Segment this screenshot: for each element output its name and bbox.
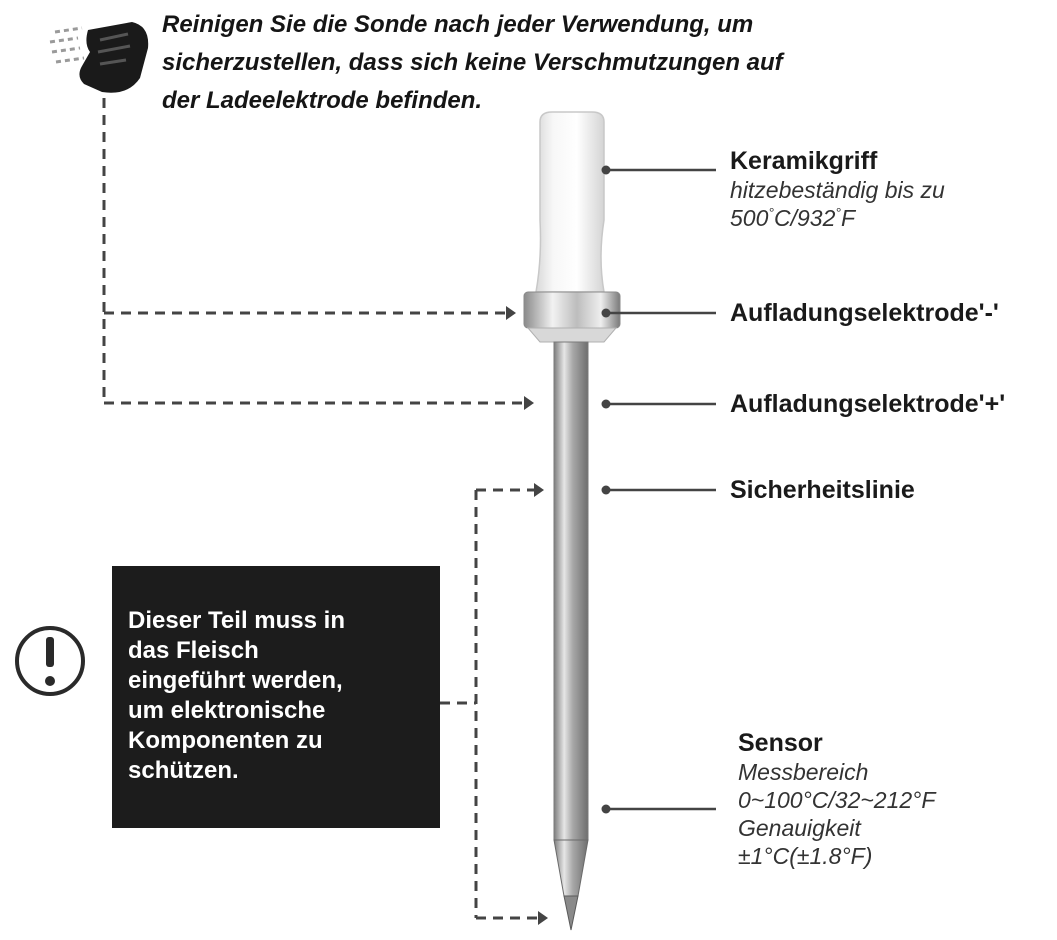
ceramic-handle: [536, 112, 604, 292]
warning-line-5: Komponenten zu: [128, 727, 323, 754]
warning-text: [128, 606, 428, 786]
label-handle: [730, 146, 945, 232]
label-handle-temp: [730, 204, 945, 232]
label-handle-title: Keramikgriff: [730, 147, 878, 175]
warning-box: [112, 566, 440, 828]
unit-f: F: [840, 205, 856, 231]
degree-symbol-f: °: [835, 204, 841, 221]
temp-celsius: 500: [730, 205, 769, 231]
hand-wiping-icon: [50, 22, 148, 93]
warning-line-2: das Fleisch: [128, 637, 259, 664]
label-sensor-title: Sensor: [738, 729, 823, 757]
warning-line-4: um elektronische: [128, 697, 326, 724]
label-safety-line: Sicherheitslinie: [730, 476, 915, 504]
probe-tip: [554, 840, 588, 896]
label-handle-desc: hitzebeständig bis zu: [730, 177, 945, 203]
arrowheads: [506, 306, 548, 925]
instruction-line-2: sicherzustellen, dass sich keine Verschmutzungen auf: [162, 49, 783, 76]
warning-line-1: Dieser Teil muss in: [128, 607, 345, 634]
probe-shaft: [554, 342, 588, 840]
exclamation-circle-icon: [17, 628, 83, 694]
instruction-line-1: Reinigen Sie die Sonde nach jeder Verwendung, um: [162, 11, 754, 38]
leader-dots: [602, 166, 611, 814]
label-electrode-plus: Aufladungselektrode'+': [730, 390, 1006, 418]
cleaning-instruction: [162, 6, 942, 120]
warning-line-3: eingeführt werden,: [128, 667, 343, 694]
label-sensor-range-title: Messbereich: [738, 759, 869, 785]
label-sensor-range: 0~100°C/32~212°F: [738, 787, 936, 813]
label-sensor: [738, 728, 935, 870]
degree-symbol-c: °: [768, 204, 774, 221]
warning-line-6: schützen.: [128, 757, 239, 784]
label-electrode-minus: Aufladungselektrode'-': [730, 299, 999, 327]
leader-lines: [606, 170, 716, 809]
instruction-line-3: der Ladeelektrode befinden.: [162, 87, 483, 114]
label-sensor-accuracy-title: Genauigkeit: [738, 815, 861, 841]
temp-fahrenheit: C/932: [773, 205, 836, 231]
label-sensor-accuracy: ±1°C(±1.8°F): [738, 843, 873, 869]
